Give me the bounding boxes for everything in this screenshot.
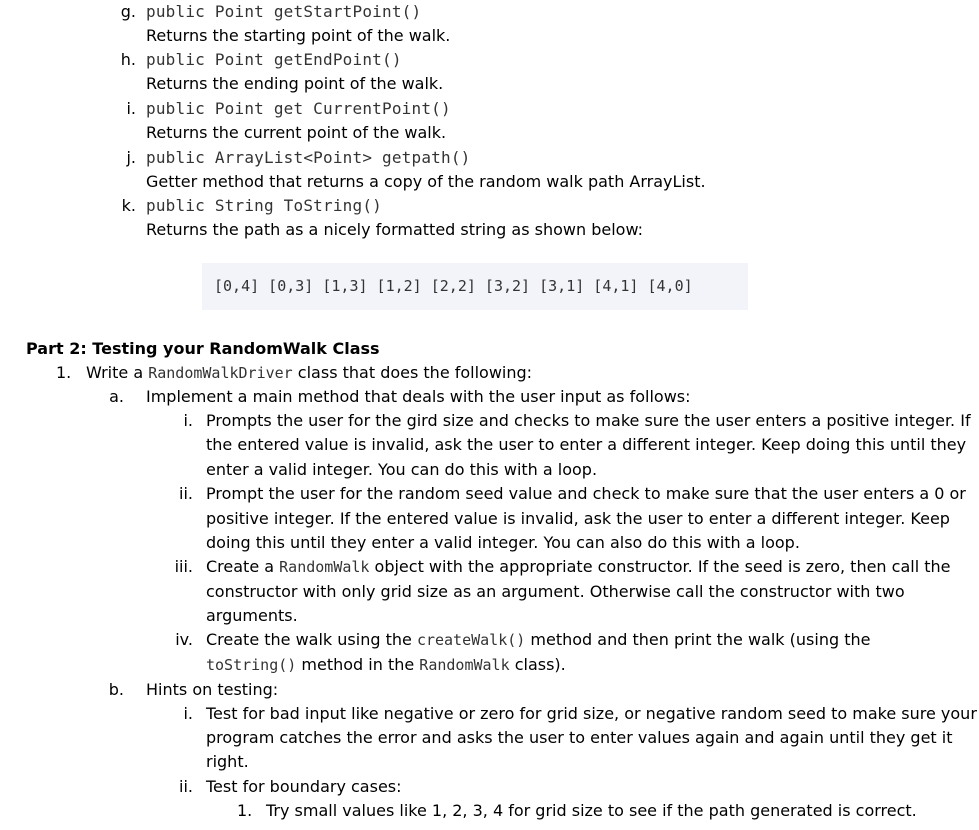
list-marker-h: h. (120, 50, 136, 69)
method-signature-getcurrentpoint: public Point get CurrentPoint() (146, 99, 451, 118)
item-a-i-line1: Prompts the user for the gird size and checks to make sure the user enters a positive integer. If (206, 411, 971, 430)
item-a-iii-line2: constructor with only grid size as an argument. Otherwise call the constructor with two (206, 582, 905, 601)
item-a-i-line2: the entered value is invalid, ask the user to enter a different integer. Keep doing this until they (206, 435, 967, 454)
item-b-text: Hints on testing: (146, 680, 279, 699)
item-a-ii-line3: doing this until they enter a valid integer. You can also do this with a loop. (206, 533, 800, 552)
item-a-iii-line3: arguments. (206, 606, 298, 625)
item-a-iv-line2: toString() method in the RandomWalk class). (206, 655, 566, 674)
list-marker-j: j. (126, 148, 136, 167)
item-b-i-line3: right. (206, 752, 249, 771)
part2-heading: Part 2: Testing your RandomWalk Class (26, 339, 380, 358)
item-b-ii-text: Test for boundary cases: (206, 777, 402, 796)
method-description-tostring: Returns the path as a nicely formatted string as shown below: (146, 220, 644, 239)
code-randomwalk: RandomWalk (279, 558, 370, 576)
method-description-getstartpoint: Returns the starting point of the walk. (146, 26, 451, 45)
list-marker-a: a. (109, 387, 124, 406)
list-marker-b-ii-1: 1. (237, 801, 253, 820)
method-signature-tostring: public String ToString() (146, 196, 382, 215)
list-marker-1: 1. (56, 363, 72, 382)
example-output-box (202, 263, 748, 310)
list-marker-i: i. (126, 99, 136, 118)
item-a-iii-line1: Create a RandomWalk object with the appropriate constructor. If the seed is zero, then call the (206, 557, 951, 576)
method-description-getpath: Getter method that returns a copy of the random walk path ArrayList. (146, 172, 706, 191)
item-a-i-line3: enter a valid integer. You can do this with a loop. (206, 460, 598, 479)
method-description-getendpoint: Returns the ending point of the walk. (146, 74, 444, 93)
example-output-text: [0,4] [0,3] [1,3] [1,2] [2,2] [3,2] [3,1] [4,1] [4,0] (214, 277, 693, 295)
list-marker-b: b. (108, 680, 124, 699)
item1-text: Write a RandomWalkDriver class that does the following: (86, 363, 533, 382)
code-createwalk: createWalk() (416, 631, 526, 649)
list-marker-b-ii: ii. (179, 777, 193, 796)
item-b-i-line1: Test for bad input like negative or zero for grid size, or negative random seed to make sure your (206, 704, 977, 723)
code-randomwalkdriver: RandomWalkDriver (148, 364, 293, 382)
method-signature-getendpoint: public Point getEndPoint() (146, 50, 402, 69)
code-tostring: toString() (206, 656, 297, 674)
method-signature-getstartpoint: public Point getStartPoint() (146, 2, 422, 21)
code-randomwalk-class: RandomWalk (419, 656, 510, 674)
item-a-ii-line1: Prompt the user for the random seed value and check to make sure that the user enters a 0 or (206, 484, 966, 503)
list-marker-g: g. (120, 2, 136, 21)
list-marker-a-i: i. (183, 411, 193, 430)
list-marker-a-ii: ii. (179, 484, 193, 503)
item-b-i-line2: program catches the error and asks the user to enter values again and again until they get it (206, 728, 953, 747)
list-marker-a-iii: iii. (174, 557, 193, 576)
item-a-iv-line1: Create the walk using the createWalk() method and then print the walk (using the (206, 630, 871, 649)
item-b-ii-1-text: Try small values like 1, 2, 3, 4 for grid size to see if the path generated is correct. (266, 801, 917, 820)
item-a-ii-line2: positive integer. If the entered value is invalid, ask the user to enter a different integer. Keep (206, 509, 950, 528)
list-marker-k: k. (121, 196, 136, 215)
item-a-text: Implement a main method that deals with the user input as follows: (146, 387, 691, 406)
list-marker-a-iv: iv. (175, 630, 193, 649)
method-description-getcurrentpoint: Returns the current point of the walk. (146, 123, 447, 142)
method-signature-getpath: public ArrayList<Point> getpath() (146, 148, 471, 167)
list-marker-b-i: i. (183, 704, 193, 723)
